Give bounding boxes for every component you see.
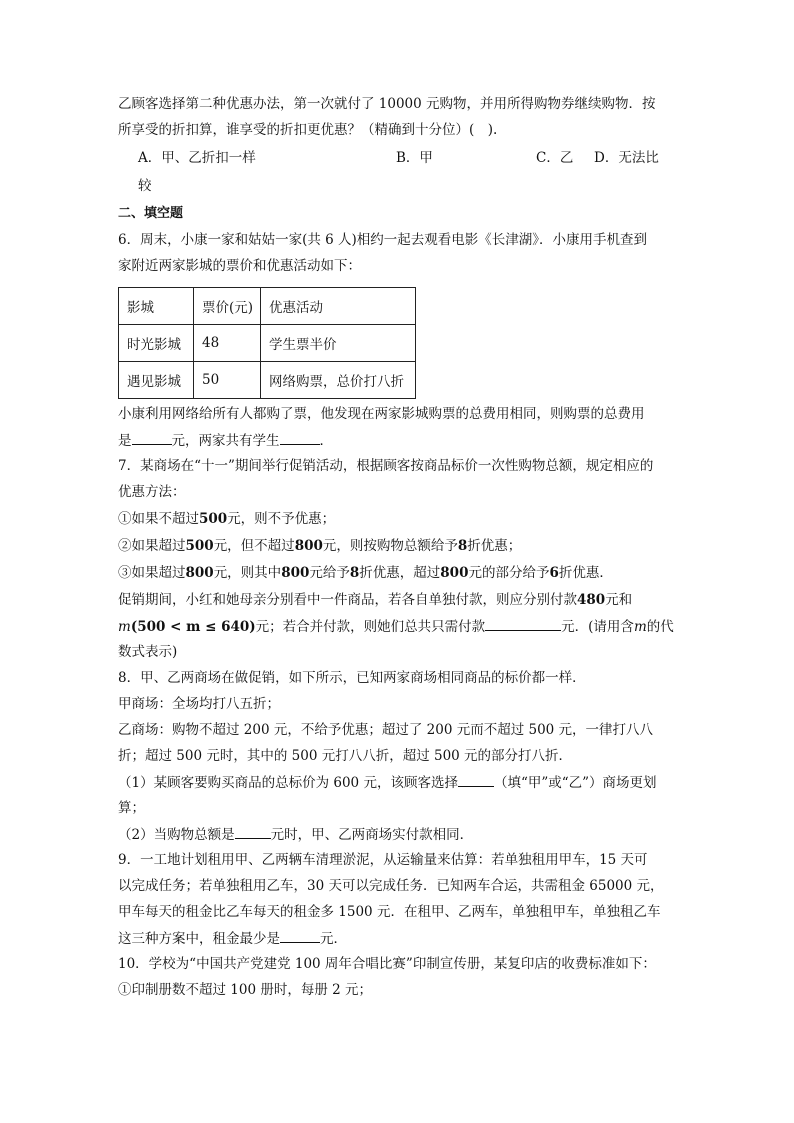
q7-text: 的代 bbox=[646, 619, 674, 635]
q7-number: 480 bbox=[577, 592, 606, 608]
q7-rule-number: 800 bbox=[294, 538, 323, 554]
answer-blank bbox=[235, 824, 271, 839]
table-row bbox=[119, 362, 416, 399]
answer-blank bbox=[485, 616, 561, 631]
q7-line-2: 优惠方法： bbox=[118, 484, 186, 500]
q7-rule-number: 800 bbox=[185, 565, 214, 581]
q8-line-3: 乙商场：购物不超过 200 元，不给予优惠；超过了 200 元而不超过 500 元，一律打八八 bbox=[118, 722, 654, 738]
cinema-price-table bbox=[118, 287, 416, 399]
q6-line-4 bbox=[118, 430, 333, 451]
q5-line-1: 乙顾客选择第二种优惠办法，第一次就付了 10000 元购物，并用所得购物券继续购物．按 bbox=[118, 96, 656, 112]
q7-rule-number: 8 bbox=[457, 538, 468, 554]
q5-option-c: C．乙 bbox=[536, 150, 574, 166]
math-variable-m: m bbox=[118, 619, 131, 635]
q6-line-3: 小康利用网络给所有人都购了票，他发现在两家影城购票的总费用相同，则购票的总费用 bbox=[118, 406, 645, 422]
q5-option-wrap: 较 bbox=[138, 178, 152, 194]
answer-blank bbox=[458, 772, 494, 787]
q8-text: 元时，甲、乙两商场实付款相同． bbox=[270, 827, 474, 843]
section-heading-fill-blank: 二、填空题 bbox=[118, 206, 184, 221]
q10-line-2: ①印制册数不超过 100 册时，每册 2 元； bbox=[118, 982, 373, 998]
q7-rule-text: 元，但不超过 bbox=[213, 538, 295, 554]
q9-line-3: 甲车每天的租金比乙车每天的租金多 1500 元．在租甲、乙两车，单独租甲车，单独租乙车 bbox=[118, 904, 661, 920]
q7-rule-number: 500 bbox=[185, 538, 214, 554]
q5-option-a: A．甲、乙折扣一样 bbox=[138, 150, 256, 166]
q7-rule-text: ③如果超过 bbox=[118, 565, 186, 581]
q7-rule-text: ①如果不超过 bbox=[118, 511, 199, 527]
q7-rule-3 bbox=[118, 563, 613, 583]
q10-line-1: 10．学校为“中国共产党建党 100 周年合唱比赛”印制宣传册，某复印店的收费标准如下： bbox=[118, 956, 656, 972]
q7-rule-number: 800 bbox=[281, 565, 310, 581]
q9-line-2: 以完成任务；若单独租用乙车，30 天可以完成任务．已知两车合运，共需租金 65000 元， bbox=[118, 878, 664, 894]
q7-rule-text: 折优惠； bbox=[467, 538, 522, 554]
q7-line-6 bbox=[118, 590, 632, 610]
q8-line-4: 折；超过 500 元时，其中的 500 元打八八折，超过 500 元的部分打八折． bbox=[118, 748, 573, 764]
q8-line-1: 8．甲、乙两商场在做促销，如下所示，已知两家商场相同商品的标价都一样． bbox=[118, 670, 586, 686]
q7-rule-text: 元，则不予优惠； bbox=[227, 511, 336, 527]
q7-text: 元；若合并付款，则她们总共只需付款 bbox=[255, 619, 486, 635]
q7-rule-text: 元，则其中 bbox=[213, 565, 282, 581]
table-header-row bbox=[119, 288, 416, 325]
answer-blank bbox=[280, 928, 320, 943]
q7-rule-text: ②如果超过 bbox=[118, 538, 186, 554]
q6-line-2: 家附近两家影城的票价和优惠活动如下： bbox=[118, 258, 361, 274]
table-header-cell: 优惠活动 bbox=[261, 288, 416, 325]
q5-option-d: D．无法比 bbox=[594, 150, 659, 166]
math-variable-m: m bbox=[633, 619, 647, 635]
q6-line-1: 6．周末，小康一家和姑姑一家(共 6 人)相约一起去观看电影《长津湖》．小康用手机查到 bbox=[118, 232, 648, 248]
q7-line-8: 数式表示) bbox=[118, 644, 178, 660]
q6-text-a: 是 bbox=[118, 433, 132, 449]
q7-line-1: 7．某商场在“十一”期间举行促销活动，根据顾客按商品标价一次性购物总额，规定相应的 bbox=[118, 458, 654, 474]
q5-line-2: 所享受的折扣算，谁享受的折扣更优惠？（精确到十分位）( ). bbox=[118, 122, 498, 138]
q7-text: 促销期间，小红和她母亲分别看中一件商品，若各自单独付款，则应分别付款 bbox=[118, 592, 577, 608]
q8-line-5 bbox=[118, 772, 657, 793]
q9-text: 元． bbox=[320, 931, 347, 947]
q7-text: 元和 bbox=[605, 592, 633, 608]
q7-rule-number: 8 bbox=[349, 565, 360, 581]
table-cell: 网络购票，总价打八折 bbox=[261, 362, 416, 399]
q7-rule-2 bbox=[118, 536, 521, 556]
q9-text: 这三种方案中，租金最少是 bbox=[118, 931, 280, 947]
table-cell: 48 bbox=[194, 325, 261, 362]
q7-text: 元．(请用含 bbox=[561, 619, 634, 635]
table-cell: 学生票半价 bbox=[261, 325, 416, 362]
q8-line-6: 算； bbox=[118, 800, 145, 816]
table-cell: 时光影城 bbox=[119, 325, 194, 362]
q8-text: （1）某顾客要购买商品的总标价为 600 元，该顾客选择 bbox=[118, 775, 458, 791]
q7-rule-text: 元，则按购物总额给予 bbox=[322, 538, 458, 554]
q7-rule-text: 折优惠． bbox=[558, 565, 613, 581]
q8-text: （2）当购物总额是 bbox=[118, 827, 235, 843]
q9-line-4 bbox=[118, 928, 347, 949]
q7-rule-text: 元的部分给予 bbox=[468, 565, 550, 581]
q6-text-b: 元，两家共有学生 bbox=[171, 433, 280, 449]
table-cell: 50 bbox=[194, 362, 261, 399]
table-header-cell: 影城 bbox=[119, 288, 194, 325]
q8-line-7 bbox=[118, 824, 473, 845]
q7-rule-number: 800 bbox=[440, 565, 469, 581]
q7-rule-text: 折优惠，超过 bbox=[359, 565, 441, 581]
q9-line-1: 9．一工地计划租用甲、乙两辆车清理淤泥，从运输量来估算：若单独租用甲车，15 天可 bbox=[118, 852, 648, 868]
table-cell: 遇见影城 bbox=[119, 362, 194, 399]
answer-blank bbox=[132, 430, 172, 445]
q5-option-b: B．甲 bbox=[396, 150, 433, 166]
answer-blank bbox=[280, 430, 320, 445]
q7-rule-text: 元给予 bbox=[309, 565, 350, 581]
q7-rule-1 bbox=[118, 509, 335, 529]
q7-rule-number: 500 bbox=[199, 511, 228, 527]
q7-rule-number: 6 bbox=[549, 565, 559, 581]
q8-line-2: 甲商场：全场均打八五折； bbox=[118, 696, 280, 712]
q8-text: （填“甲”或“乙”）商场更划 bbox=[493, 775, 657, 791]
math-condition: (500 < m ≤ 640) bbox=[130, 619, 256, 635]
table-header-cell: 票价(元) bbox=[194, 288, 261, 325]
q6-text-c: ． bbox=[319, 433, 333, 449]
table-row bbox=[119, 325, 416, 362]
q7-line-7 bbox=[118, 616, 674, 637]
